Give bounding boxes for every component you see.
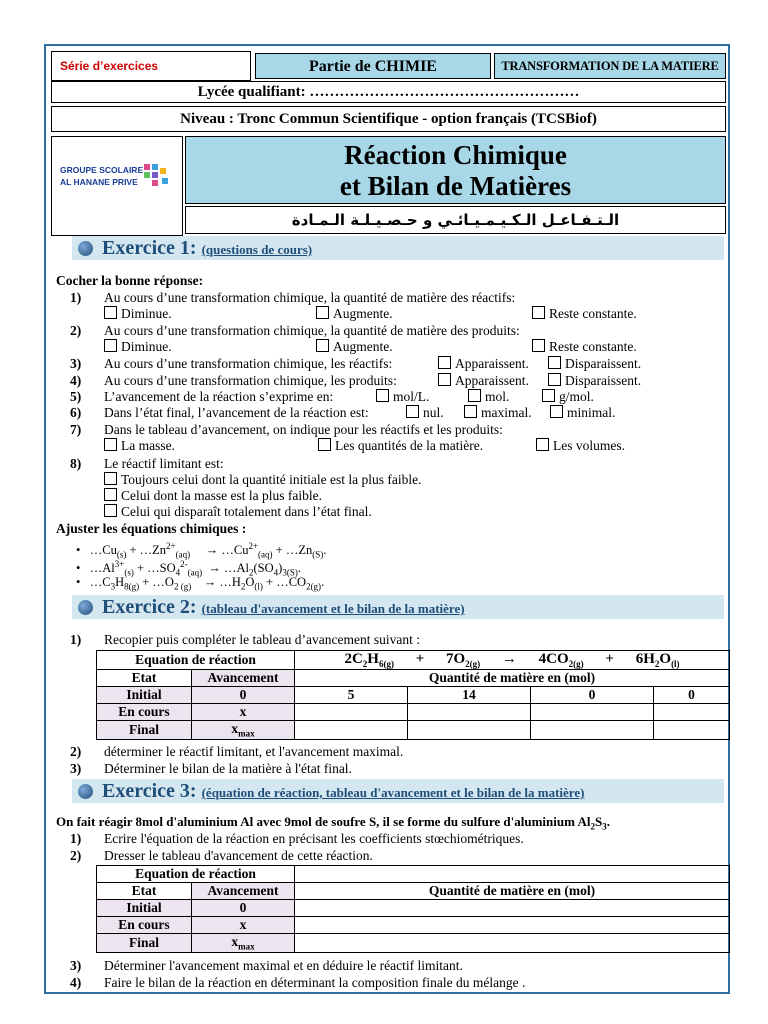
ex1-q8: Le réactif limitant est: <box>104 456 224 471</box>
ex3-q1: Ecrire l'équation de la réaction en précisant les coefficients stœchiométriques. <box>104 831 524 846</box>
row-initial: Initial <box>97 900 192 917</box>
adv-final: $x_{max}$ <box>192 934 295 953</box>
q-number: 5) <box>70 389 82 404</box>
adv-initial: 0 <box>192 900 295 917</box>
checkbox[interactable] <box>104 438 117 451</box>
ex1-q1-opt3: Reste constante. <box>532 306 637 322</box>
quantite-header: Quantité de matière en (mol) <box>295 883 730 900</box>
eq-label-cell: Equation de réaction <box>97 651 295 670</box>
q-number: 1) <box>70 831 82 846</box>
empty-cell[interactable] <box>295 900 730 917</box>
empty-cell[interactable] <box>295 704 408 721</box>
checkbox[interactable] <box>468 389 481 402</box>
empty-cell[interactable] <box>654 704 730 721</box>
ex1-q7-opt2: Les quantités de la matière. <box>318 438 483 454</box>
bullet-globe-icon <box>78 241 93 256</box>
empty-cell[interactable] <box>295 934 730 953</box>
q-number: 1) <box>70 632 82 647</box>
ex1-q1-opt2: Augmente. <box>316 306 393 322</box>
q-number: 8) <box>70 456 82 471</box>
equation-cell: $2C_2H_{6(g)} + 7O_{2(g)} \to 4CO_{2(g)} + 6H_2O_{(l)}$ <box>295 651 730 670</box>
q-number: 1) <box>70 290 82 305</box>
logo-square-icon <box>152 172 158 178</box>
checkbox[interactable] <box>542 389 555 402</box>
equation-3: • $\dots C_3H_{8(g)}$ + $\dots O_{2 (g)}$ → $\dots H_2O_{(l)}$ + $\dots CO_{2(g)}$. <box>76 575 325 592</box>
row-final: Final <box>97 934 192 953</box>
ex1-q1: Au cours d’une transformation chimique, la quantité de matière des réactifs: <box>104 290 516 305</box>
equation-1: • $\dots Cu_{(s)}$ + $\dots Zn^{2+}_{(aq)}$ → $\dots Cu^{2+}_{(aq)}$ + $\dots Zn_{(S)}$. <box>76 541 327 560</box>
partie-label: Partie de CHIMIE <box>255 53 491 79</box>
logo-square-icon <box>144 172 150 178</box>
bullet-globe-icon <box>78 784 93 799</box>
ex1-q7-opt1: La masse. <box>104 438 175 454</box>
transformation-label: TRANSFORMATION DE LA MATIERE <box>494 53 726 79</box>
ex1-q6-opt2: maximal. <box>464 405 532 421</box>
etat-header: Etat <box>97 670 192 687</box>
ex2-q3: Déterminer le bilan de la matière à l'état final. <box>104 761 352 776</box>
ex1-q7: Dans le tableau d’avancement, on indique pour les réactifs et les produits: <box>104 422 503 437</box>
row-initial: Initial <box>97 687 192 704</box>
checkbox[interactable] <box>548 356 561 369</box>
checkbox[interactable] <box>104 488 117 501</box>
q-number: 4) <box>70 373 82 388</box>
serie-label: Série d’exercices <box>51 51 251 81</box>
avancement-header: Avancement <box>192 883 295 900</box>
equation-2: • $\dots Al^{3+}_{(s)}$ + $\dots SO_4^{2-}_{(aq)}$ → $\dots Al_2(SO_4)_{3(S)}$. <box>76 559 301 578</box>
ex1-q6-opt1: nul. <box>406 405 444 421</box>
empty-cell[interactable] <box>531 721 654 740</box>
ex3-q3: Déterminer l'avancement maximal et en déduire le réactif limitant. <box>104 958 463 973</box>
empty-cell[interactable] <box>295 721 408 740</box>
ex1-q6: Dans l’état final, l’avancement de la réaction est: <box>104 405 369 420</box>
ex3-q4: Faire le bilan de la réaction en déterminant la composition finale du mélange . <box>104 975 526 990</box>
ex1-q2-opt2: Augmente. <box>316 339 393 355</box>
exercise3-header <box>72 779 724 803</box>
exercise3-title: Exercice 3: <box>102 780 197 802</box>
q-number: 2) <box>70 848 82 863</box>
checkbox[interactable] <box>318 438 331 451</box>
checkbox[interactable] <box>376 389 389 402</box>
ex1-q5: L’avancement de la réaction s’exprime en: <box>104 389 334 404</box>
q-number: 4) <box>70 975 82 990</box>
ex1-q2-opt1: Diminue. <box>104 339 172 355</box>
title-line1: Réaction Chimique <box>344 140 567 170</box>
ex1-q8-opt3: Celui qui disparaît totalement dans l’état final. <box>104 504 372 520</box>
logo-square-icon <box>144 164 150 170</box>
checkbox[interactable] <box>532 306 545 319</box>
row-en-cours: En cours <box>97 917 192 934</box>
exercise2-subtitle: (tableau d'avancement et le bilan de la matière) <box>201 601 465 616</box>
empty-cell[interactable] <box>531 704 654 721</box>
avancement-table-2 <box>96 865 730 953</box>
ex1-q4-opt1: Apparaissent. <box>438 373 529 389</box>
checkbox[interactable] <box>104 504 117 517</box>
ex1-q8-opt2: Celui dont la masse est la plus faible. <box>104 488 322 504</box>
adv-en-cours: x <box>192 704 295 721</box>
logo-line2: AL HANANE PRIVE <box>60 177 138 187</box>
equation-cell[interactable] <box>295 866 730 883</box>
adv-initial: 0 <box>192 687 295 704</box>
ex1-q2-opt3: Reste constante. <box>532 339 637 355</box>
ex3-intro: On fait réagir 8mol d'aluminium Al avec 9mol de soufre S, il se forme du sulfure d'aluminium $Al_2S_3$. <box>56 814 610 832</box>
logo-line1: GROUPE SCOLAIRE <box>60 165 144 175</box>
adv-final: $x_{max}$ <box>192 721 295 740</box>
arabic-title: الـتـفـاعـل الـكـيـمـيـائـي و حـصـيـلـة الـمـادة <box>185 206 726 234</box>
school-logo <box>51 136 183 236</box>
checkbox[interactable] <box>548 373 561 386</box>
ex1-q6-opt3: minimal. <box>550 405 615 421</box>
ex3-q2: Dresser le tableau d'avancement de cette réaction. <box>104 848 373 863</box>
logo-square-icon <box>152 164 158 170</box>
bullet-globe-icon <box>78 600 93 615</box>
checkbox[interactable] <box>316 339 329 352</box>
page-title <box>185 136 726 204</box>
empty-cell[interactable] <box>654 721 730 740</box>
checkbox[interactable] <box>438 356 451 369</box>
exercise1-header <box>72 236 724 260</box>
row-en-cours: En cours <box>97 704 192 721</box>
initial-o2: 14 <box>408 687 531 704</box>
checkbox[interactable] <box>104 472 117 485</box>
checkbox[interactable] <box>438 373 451 386</box>
ex1-q3: Au cours d’une transformation chimique, les réactifs: <box>104 356 393 371</box>
logo-square-icon <box>162 178 168 184</box>
initial-c2h6: 5 <box>295 687 408 704</box>
q-number: 2) <box>70 323 82 338</box>
ex1-q7-opt3: Les volumes. <box>536 438 625 454</box>
ex1-q2: Au cours d’une transformation chimique, la quantité de matière des produits: <box>104 323 520 338</box>
checkbox[interactable] <box>104 339 117 352</box>
ex1-q1-opt1: Diminue. <box>104 306 172 322</box>
ex1-q4: Au cours d’une transformation chimique, les produits: <box>104 373 397 388</box>
checkbox[interactable] <box>464 405 477 418</box>
ex1-q3-opt1: Apparaissent. <box>438 356 529 372</box>
logo-square-icon <box>160 168 166 174</box>
row-final: Final <box>97 721 192 740</box>
q-number: 3) <box>70 356 82 371</box>
q-number: 7) <box>70 422 82 437</box>
title-line2: et Bilan de Matières <box>339 171 572 201</box>
empty-cell[interactable] <box>408 721 531 740</box>
worksheet-page <box>44 44 730 994</box>
logo-square-icon <box>152 180 158 186</box>
q-number: 6) <box>70 405 82 420</box>
ex1-q3-opt2: Disparaissent. <box>548 356 641 372</box>
avancement-table-1 <box>96 650 730 740</box>
lycee-line: Lycée qualifiant: ……………………………………………… <box>51 81 726 103</box>
ex1-q5-opt3: g/mol. <box>542 389 594 405</box>
exercise2-title: Exercice 2: <box>102 596 197 618</box>
ex1-q5-opt1: mol/L. <box>376 389 429 405</box>
niveau-line: Niveau : Tronc Commun Scientifique - option français (TCSBiof) <box>51 106 726 132</box>
checkbox[interactable] <box>532 339 545 352</box>
ex1-intro: Cocher la bonne réponse: <box>56 273 204 288</box>
eq-label-cell: Equation de réaction <box>97 866 295 883</box>
exercise2-header <box>72 595 724 619</box>
checkbox[interactable] <box>316 306 329 319</box>
ex1-q5-opt2: mol. <box>468 389 509 405</box>
quantite-header: Quantité de matière en (mol) <box>295 670 730 687</box>
etat-header: Etat <box>97 883 192 900</box>
exercise3-subtitle: (équation de réaction, tableau d'avancement et le bilan de la matière) <box>201 785 585 800</box>
initial-h2o: 0 <box>654 687 730 704</box>
checkbox[interactable] <box>406 405 419 418</box>
empty-cell[interactable] <box>408 704 531 721</box>
initial-co2: 0 <box>531 687 654 704</box>
checkbox[interactable] <box>104 306 117 319</box>
ex2-q1: Recopier puis compléter le tableau d’avancement suivant : <box>104 632 421 647</box>
exercise1-subtitle: (questions de cours) <box>201 242 313 257</box>
q-number: 3) <box>70 761 82 776</box>
q-number: 3) <box>70 958 82 973</box>
ex1-q4-opt2: Disparaissent. <box>548 373 641 389</box>
ex2-q2: déterminer le réactif limitant, et l'avancement maximal. <box>104 744 404 759</box>
empty-cell[interactable] <box>295 917 730 934</box>
q-number: 2) <box>70 744 82 759</box>
checkbox[interactable] <box>550 405 563 418</box>
ajuster-heading: Ajuster les équations chimiques : <box>56 521 247 536</box>
checkbox[interactable] <box>536 438 549 451</box>
exercise1-title: Exercice 1: <box>102 237 197 259</box>
ex1-q8-opt1: Toujours celui dont la quantité initiale est la plus faible. <box>104 472 421 488</box>
avancement-header: Avancement <box>192 670 295 687</box>
adv-en-cours: x <box>192 917 295 934</box>
